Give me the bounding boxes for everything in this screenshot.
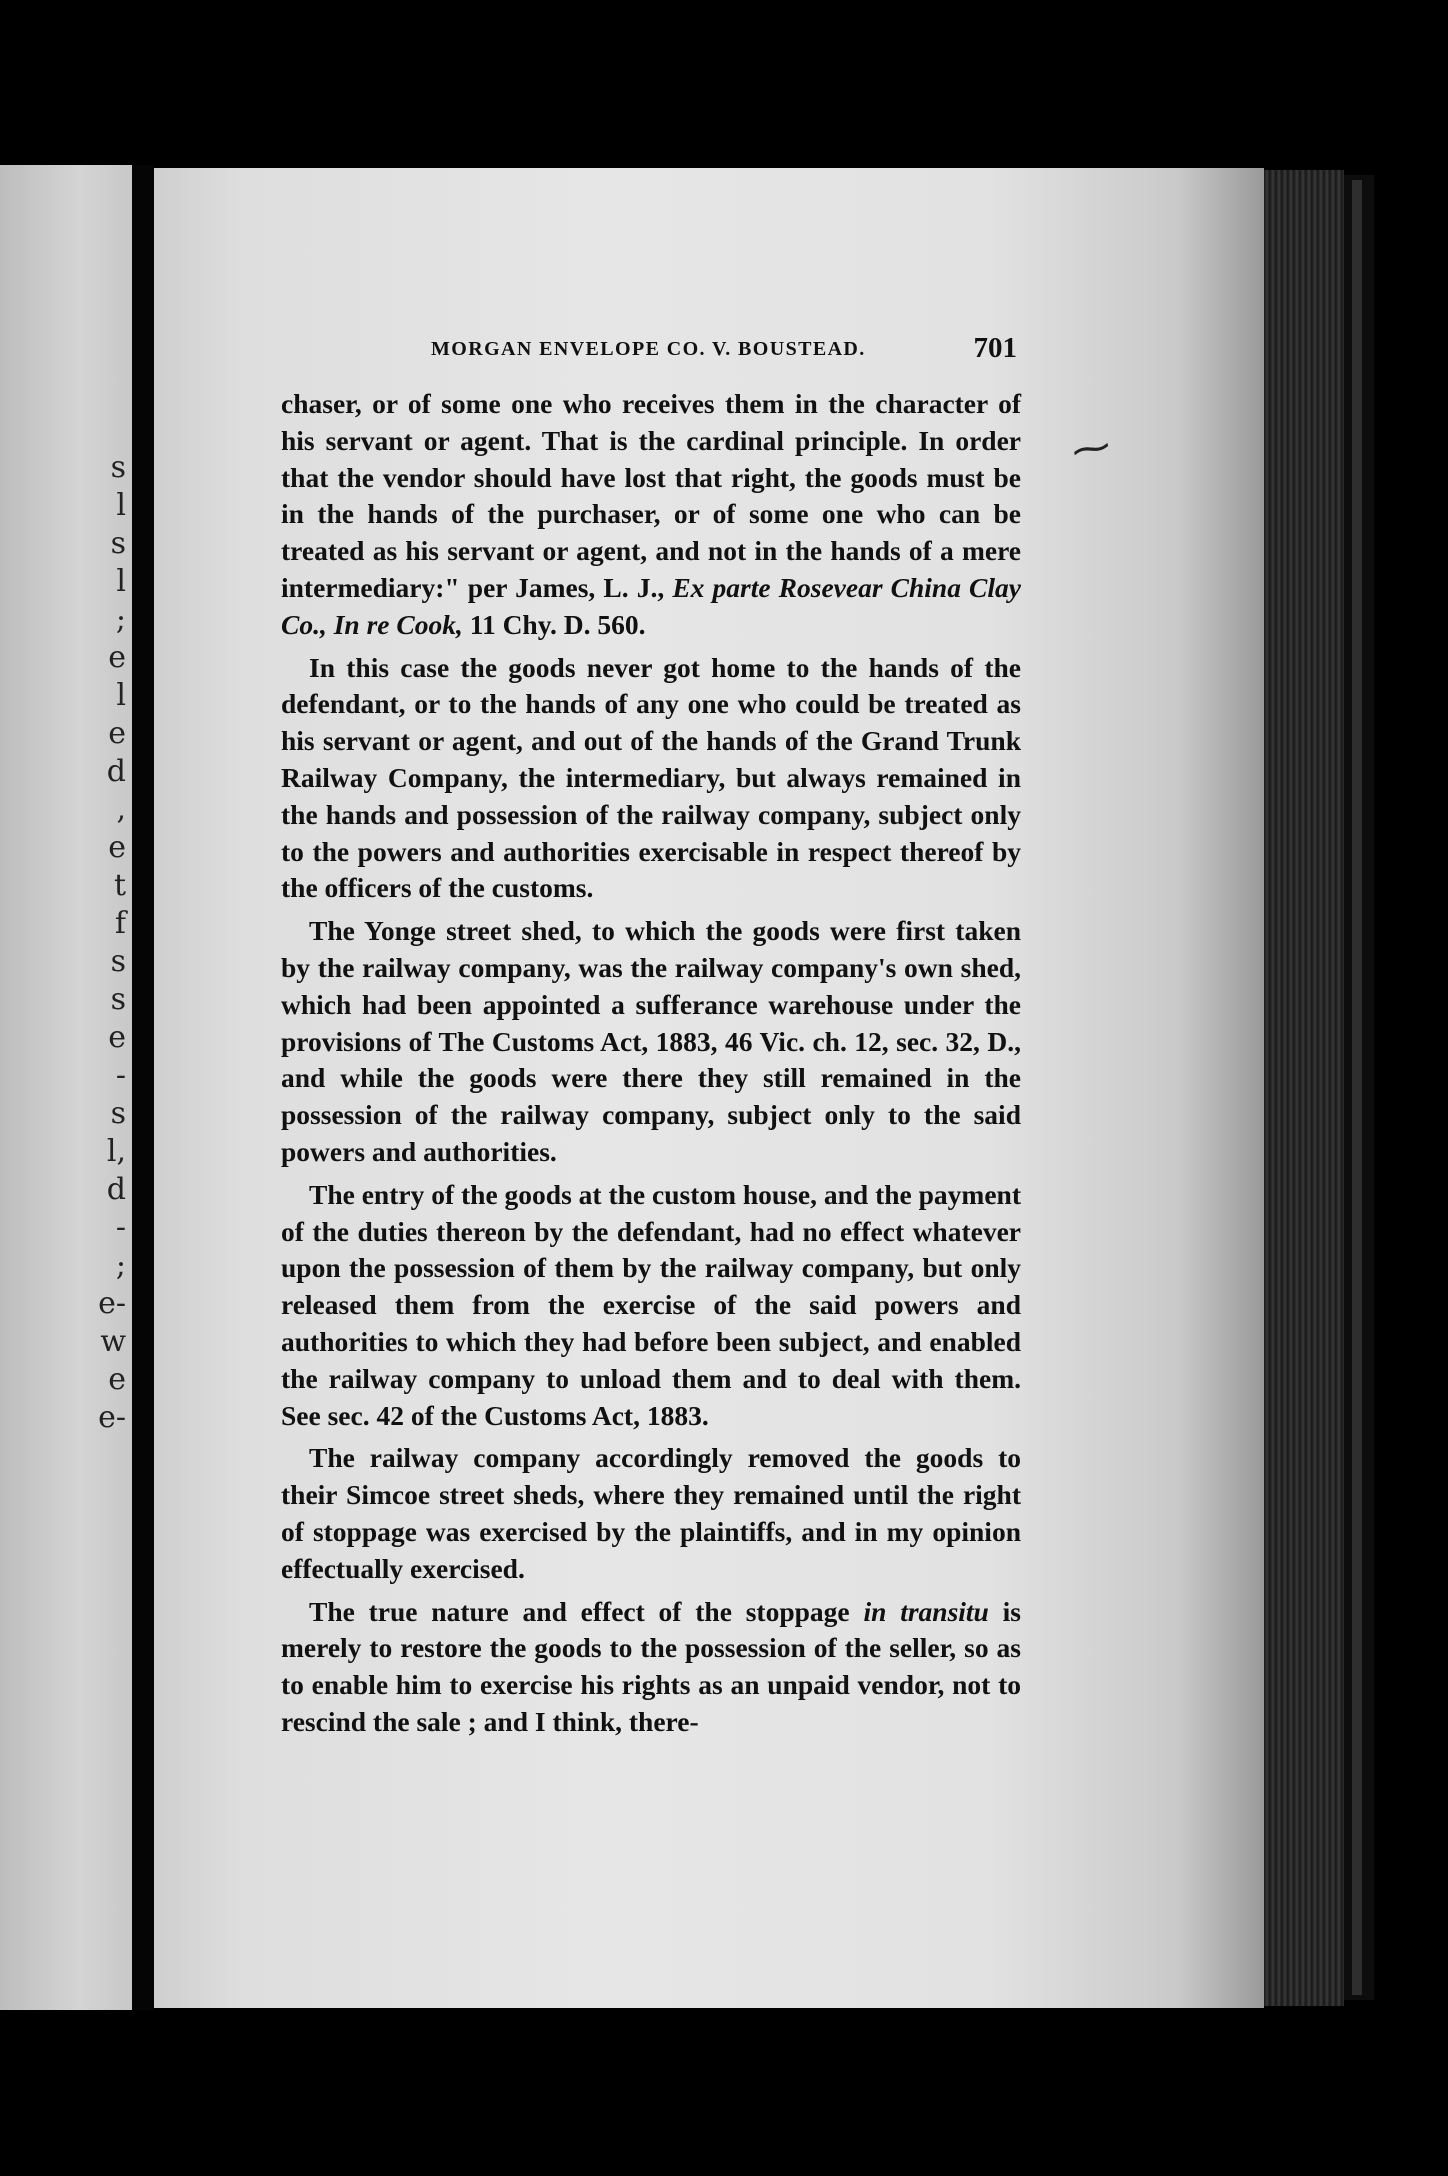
paragraph bbox=[281, 913, 1021, 1171]
paragraph bbox=[281, 386, 1021, 644]
paragraph-text: is merely to restore the goods to the possession of the seller, so as to enable him to exercise his rights as an unpaid vendor, not to rescind the sale ; and I think, there- bbox=[281, 1595, 1022, 1737]
paragraph-text: The railway company accordingly removed the goods to their Simcoe street sheds, where they remained until the right of stoppage was exercised by the plaintiffs, and in my opinion effectually exercised. bbox=[281, 1442, 1021, 1584]
paragraph-text: In this case the goods never got home to the hands of the defendant, or to the hands of any one who could be treated as his servant or agent, and out of the hands of the Grand Trunk Railway Company, the intermediary, but always remained in the hands and possession of the railway company, subject only to the powers and authorities exercisable in respect thereof by the officers of the customs. bbox=[281, 651, 1021, 904]
left-page-fragment: s bbox=[110, 450, 126, 485]
left-page-fragment: l bbox=[116, 488, 126, 523]
body-text bbox=[281, 386, 1021, 1741]
italic-citation: Ex parte Rosevear China Clay Co., In re Cook, bbox=[281, 571, 1021, 640]
book-gutter bbox=[132, 165, 154, 2010]
left-page-fragment: e bbox=[108, 640, 126, 675]
paragraph-text: The true nature and effect of the stoppage bbox=[309, 1595, 864, 1627]
left-page-fragment: l bbox=[116, 678, 126, 713]
left-page-fragment: e bbox=[108, 1362, 126, 1397]
left-page-fragment: ; bbox=[115, 1248, 126, 1283]
left-page-fragment: e bbox=[108, 716, 126, 751]
left-page-fragment: d bbox=[106, 754, 126, 789]
left-page-text-fragments bbox=[0, 165, 132, 2010]
page-fore-edge bbox=[1264, 170, 1344, 2006]
left-page-fragment: s bbox=[110, 1096, 126, 1131]
italic-citation: in transitu bbox=[863, 1595, 989, 1627]
left-page-fragment: s bbox=[110, 982, 126, 1017]
paragraph bbox=[281, 1177, 1021, 1435]
left-page-fragment: e bbox=[108, 1020, 126, 1055]
left-page-fragment: w bbox=[100, 1324, 126, 1359]
left-page-fragment: l bbox=[116, 564, 126, 599]
left-page-fragment: - bbox=[115, 1210, 126, 1245]
left-page-fragment: e- bbox=[98, 1286, 126, 1321]
handwritten-margin-mark: ⁓ bbox=[1068, 423, 1114, 473]
left-page-fragment: f bbox=[114, 906, 126, 941]
paragraph bbox=[281, 650, 1021, 908]
left-page-fragment: t bbox=[113, 868, 126, 903]
left-page-fragment: d bbox=[106, 1172, 126, 1207]
page-fore-edge-highlight bbox=[1352, 180, 1362, 1995]
paragraph bbox=[281, 1440, 1021, 1587]
paragraph-text: chaser, or of some one who receives them in the character of his servant or agent. That is the cardinal principle. In order that the vendor should have lost that right, the goods must be in the hands of the purchaser, or of some one who can be treated as his servant or agent, and not in the hands of a mere intermediary:" per James, L. J., bbox=[281, 388, 1021, 603]
left-facing-page bbox=[0, 165, 132, 2010]
paragraph-text: 11 Chy. D. 560. bbox=[462, 608, 646, 640]
page-text-block bbox=[281, 332, 1021, 1747]
left-page-fragment: l, bbox=[106, 1134, 126, 1169]
running-head-title: MORGAN ENVELOPE CO. V. BOUSTEAD. bbox=[431, 338, 866, 360]
left-page-fragment: e- bbox=[98, 1400, 126, 1435]
left-page-fragment: s bbox=[110, 944, 126, 979]
left-page-fragment: , bbox=[116, 792, 126, 827]
paragraph-text: The Yonge street shed, to which the goods were first taken by the railway company, was the railway company's own shed, which had been appointed a sufferance warehouse under the provisions of The Customs Act, 1883, 46 Vic. ch. 12, sec. 32, D., and while the goods were there they still remained in the possession of the railway company, subject only to the said powers and authorities. bbox=[281, 915, 1021, 1167]
paragraph-text: The entry of the goods at the custom house, and the payment of the duties thereon by the defendant, had no effect whatever upon the possession of them by the railway company, but only released them from the exercise of the said powers and authorities to which they had before been subject, and enabled the railway company to unload them and to deal with them. See sec. 42 of the Customs Act, 1883. bbox=[281, 1178, 1021, 1431]
paragraph bbox=[281, 1594, 1021, 1741]
left-page-fragment: e bbox=[108, 830, 126, 865]
left-page-fragment: s bbox=[110, 526, 126, 561]
left-page-fragment: - bbox=[115, 1058, 126, 1093]
running-head bbox=[281, 332, 1021, 374]
page-number: 701 bbox=[973, 332, 1017, 364]
left-page-fragment: ; bbox=[115, 602, 126, 637]
